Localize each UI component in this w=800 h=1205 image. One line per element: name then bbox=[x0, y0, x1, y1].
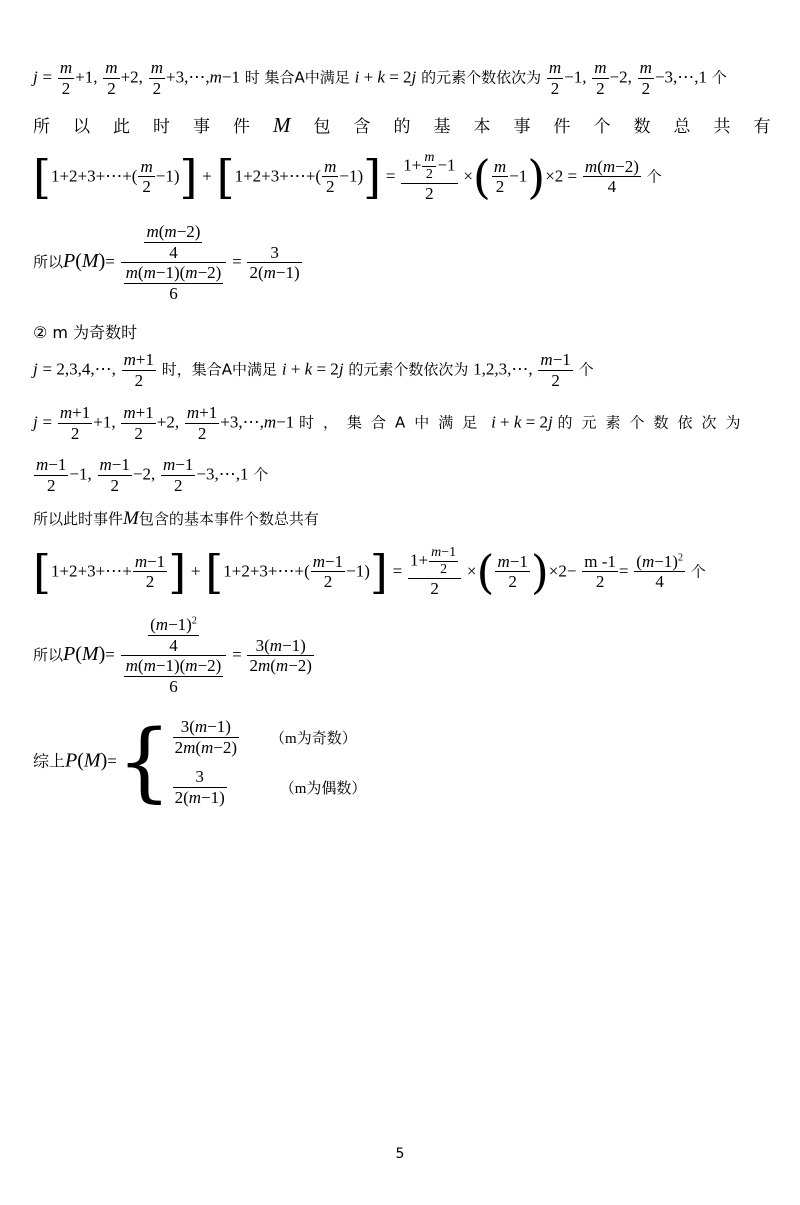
text: 个 bbox=[690, 562, 706, 581]
line-2: 所以此时事件M 包含的基本事件个数总共有 bbox=[33, 113, 794, 137]
text: 的元素个数依次为 bbox=[421, 68, 542, 87]
page-number: 5 bbox=[395, 1146, 405, 1162]
line-9: 所以此时事件M包含的基本事件个数总共有 bbox=[33, 508, 319, 529]
text: 集合A中满足 bbox=[264, 68, 350, 87]
case-even: （m为偶数） bbox=[279, 780, 367, 797]
text: 的元素个数依次为 bbox=[348, 360, 469, 379]
text: 所以 bbox=[33, 646, 64, 665]
line-1: j = $\frac{m}{2}$ +1, $\frac{m}{2}$ +2, $\frac{m}{2}$ +3,⋯,m−1 时 集合A中满足 i + k = 2j 的元素个数依次为 $\frac{m}{2}$ −1, $\frac{m}{2}$ −2, $\frac{m}{2}$ −3,⋯,1 个 bbox=[33, 58, 727, 98]
text: 个 bbox=[711, 68, 727, 87]
text: 包含的基本事件个数总共有 bbox=[138, 510, 319, 528]
text: 所以 bbox=[33, 253, 64, 272]
text: 个 bbox=[646, 167, 662, 186]
text: ② m 为奇数时 bbox=[33, 323, 138, 342]
text: 个 bbox=[253, 465, 269, 484]
text: 的元素个数依次为 bbox=[557, 413, 750, 432]
text: 时，集合A中满足 bbox=[161, 360, 278, 379]
line-8: $\frac{m-1}{2}$ −1, $\frac{m-1}{2}$ −2, $\frac{m-1}{2}$ −3,⋯,1 个 bbox=[36, 455, 269, 495]
line-3: [1+2+3+⋯+( $\frac{m}{2}$ −1)] + [1+2+3+⋯+( $\frac{m}{2}$ −1)] = 1+ $\frac{m}{2}$ −1 2 ×( $\frac{m}{2}$ −1)×2 = $\frac{m(m-2)}{4}$ 个 bbox=[33, 149, 662, 204]
text: 包含的基本事件个数总共有 bbox=[313, 117, 794, 137]
text: 综上 bbox=[33, 753, 66, 771]
text: 个 bbox=[578, 360, 594, 379]
text: 所以此时事件 bbox=[33, 510, 124, 528]
line-5 bbox=[33, 320, 137, 343]
line-7: j = $\frac{m+1}{2}$ +1, $\frac{m+1}{2}$ +2, $\frac{m+1}{2}$ +3,⋯,m−1 时，集合A中满足 i + k = 2j 的元素个数依次为 bbox=[33, 403, 750, 443]
line-4: 所以P(M)= $\frac{\frac{m(m-2)}{4}}{\frac{m(m-1)(m-2)}{6}}$ = $\frac{3}{2(m-1)}$ bbox=[33, 222, 300, 303]
text: 所以此时事件 bbox=[33, 117, 273, 137]
case-odd: （m为奇数） bbox=[270, 730, 357, 747]
line-6: j = 2,3,4,⋯, $\frac{m+1}{2}$ 时，集合A中满足 i + k = 2j 的元素个数依次为 1,2,3,⋯, $\frac{m-1}{2}$ 个 bbox=[33, 350, 594, 390]
line-10: [1+2+3+⋯+ $\frac{m-1}{2}$ ] + [1+2+3+⋯+( $\frac{m-1}{2}$ −1)] = 1+ $\frac{m-1}{2}$ 2 ×( $\frac{m-1}{2}$ )×2− $\frac{m -1}{2}$ = $\frac{(m-1)^2}{4}$ 个 bbox=[33, 544, 706, 599]
line-11: 所以P(M)= $\frac{\frac{(m-1)^2}{4}}{\frac{m(m-1)(m-2)}{6}}$ = $\frac{3(m-1)}{2m(m-2)}$ bbox=[33, 615, 312, 696]
text: 时，集合A中满足 bbox=[299, 413, 487, 432]
text: 时 bbox=[244, 68, 260, 87]
line-12: 综上P(M)={ $\frac{3(m-1)}{2m(m-2)}$ （m为奇数） $\frac{3}{2(m-1)}$ （m为偶数） bbox=[33, 712, 367, 812]
